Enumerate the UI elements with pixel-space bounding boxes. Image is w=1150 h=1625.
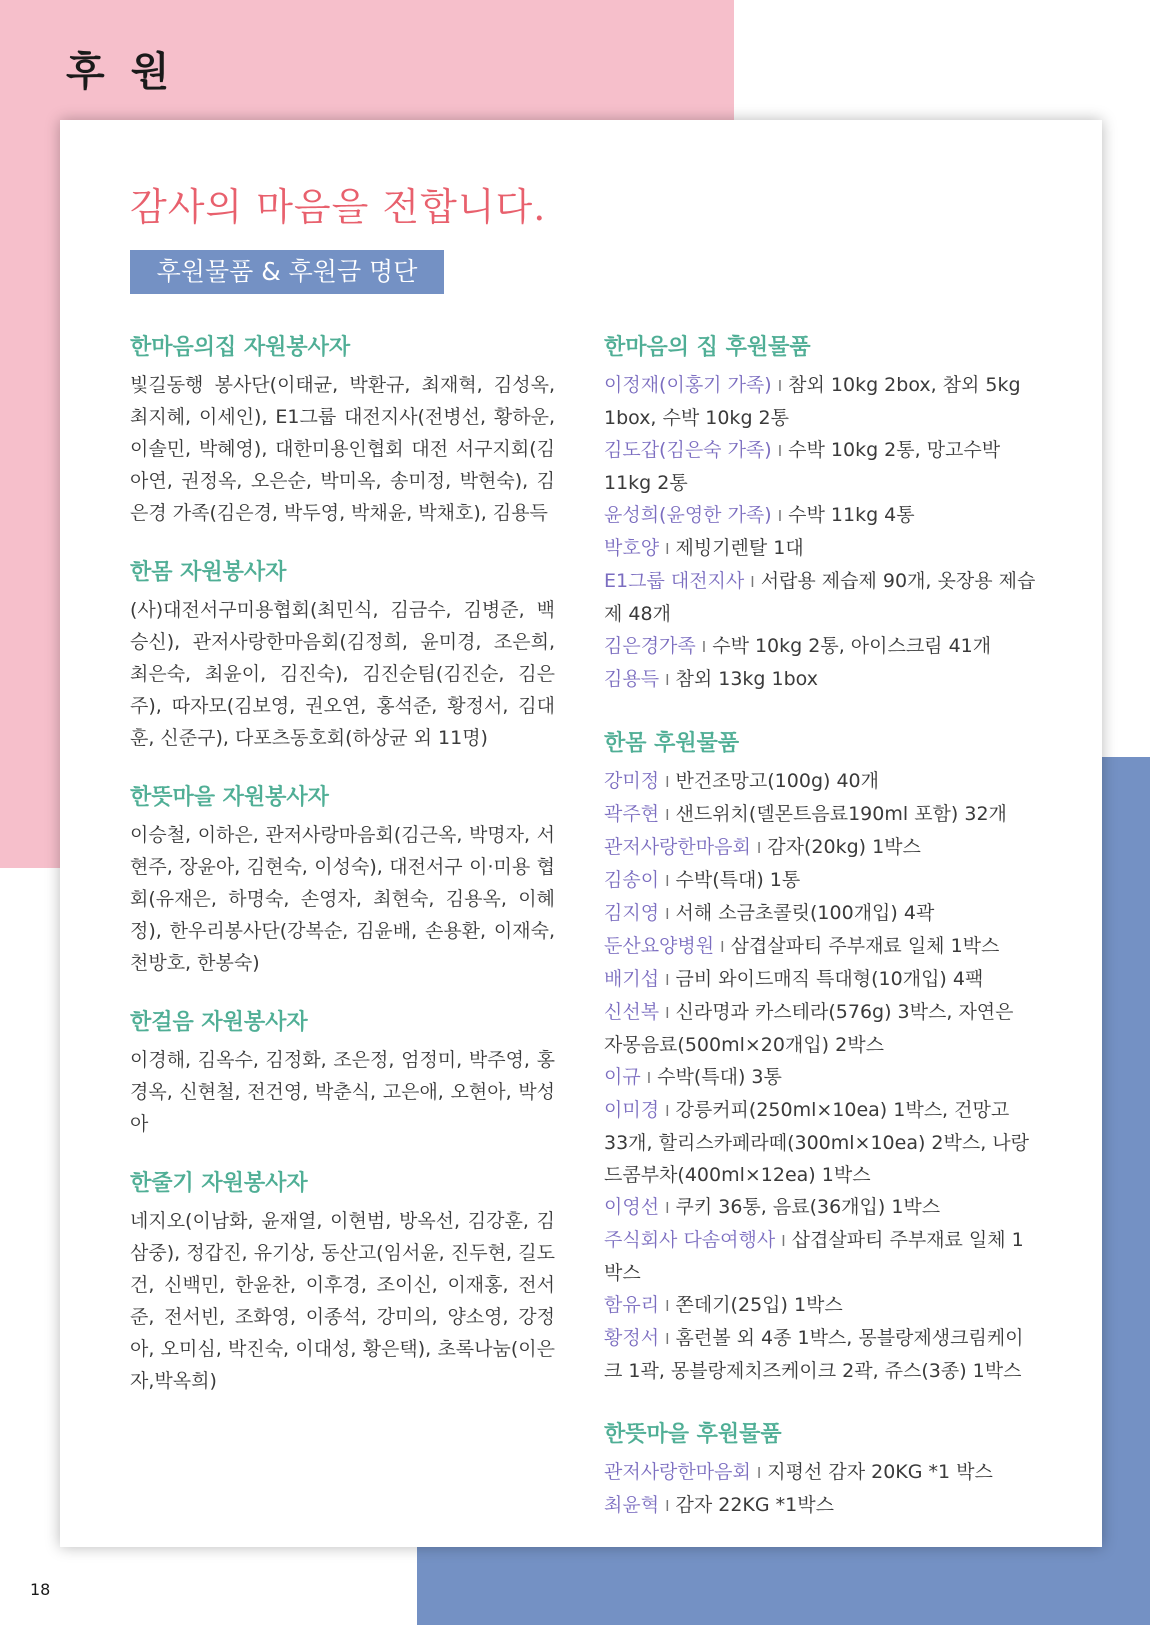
donation-description: 서랍용 제습제 90개, 옷장용 제습제 48개: [604, 570, 1036, 625]
donor-name: 관저사랑한마음회: [604, 836, 751, 858]
group-title: 한뜻마을 자원봉사자: [130, 785, 329, 810]
content-card: [60, 120, 1102, 1547]
donation-item: [604, 1094, 1036, 1191]
donation-group: [604, 1417, 1036, 1522]
donation-item: [604, 1456, 1036, 1489]
donor-name: 박호양: [604, 537, 660, 559]
donation-item: [604, 532, 1036, 565]
list-banner: 후원물품 & 후원금 명단: [130, 250, 444, 294]
donation-description: 수박(특대) 3통: [657, 1066, 782, 1088]
donation-item: [604, 798, 1036, 831]
donor-name: 함유리: [604, 1294, 660, 1316]
donation-description: 서해 소금초콜릿(100개입) 4곽: [675, 902, 935, 924]
headline: 감사의 마음을 전합니다.: [130, 185, 547, 229]
separator: I: [665, 1297, 670, 1315]
separator: I: [665, 905, 670, 923]
donor-name: 윤성희(윤영한 가족): [604, 504, 772, 526]
donor-name: 황정서: [604, 1327, 660, 1349]
donation-description: 수박 10kg 2통, 아이스크림 41개: [712, 635, 992, 657]
donation-item: [604, 765, 1036, 798]
separator: I: [665, 773, 670, 791]
separator: I: [665, 971, 670, 989]
volunteer-names: 네지오(이남화, 윤재열, 이현범, 방옥선, 김강훈, 김삼중), 정갑진, 유기상, 동산고(임서윤, 진두현, 길도건, 신백민, 한윤찬, 이후경, 조이신, 이재홍, 전서준, 전서빈, 조화영, 이종석, 강미의, 양소영, 강정아, 오미심, 박진숙, 이대성, 황은택), 초록나눔(이은자,박옥희): [130, 1210, 555, 1392]
separator: I: [756, 839, 762, 857]
group-title: 한몸 후원물품: [604, 731, 740, 756]
separator: I: [720, 938, 725, 956]
donation-item: [604, 1061, 1036, 1094]
separator: I: [701, 638, 707, 656]
separator: I: [750, 573, 755, 591]
donation-description: 삼겹살파티 주부재료 일체 1박스: [730, 935, 1000, 957]
donation-item: [604, 996, 1036, 1061]
donation-item: [604, 1191, 1036, 1224]
volunteer-group: [130, 555, 555, 754]
volunteer-group: [130, 1005, 555, 1140]
donor-name: 주식회사 다솜여행사: [604, 1229, 776, 1251]
separator: I: [665, 540, 670, 558]
separator: I: [781, 1232, 786, 1250]
donation-item: [604, 1224, 1036, 1289]
volunteer-group: [130, 330, 555, 529]
donation-description: 참외 13kg 1box: [675, 668, 818, 690]
donor-name: 곽주현: [604, 803, 660, 825]
separator: I: [756, 1464, 762, 1482]
volunteer-names: 빛길동행 봉사단(이태균, 박환규, 최재혁, 김성옥, 최지혜, 이세인), E1그룹 대전지사(전병선, 황하운, 이솔민, 박혜영), 대한미용인협회 대전 서구지회(김아연, 권정옥, 오은순, 박미옥, 송미정, 박현숙), 김은경 가족(김은경, 박두영, 박채윤, 박채호), 김용득: [130, 374, 555, 524]
separator: I: [665, 806, 670, 824]
donation-description: 쿠키 36통, 음료(36개입) 1박스: [675, 1196, 941, 1218]
donor-name: 배기섭: [604, 968, 660, 990]
donation-item: [604, 499, 1036, 532]
separator: I: [665, 872, 670, 890]
page-number: 18: [30, 1580, 51, 1599]
donation-item: [604, 930, 1036, 963]
separator: I: [665, 1497, 670, 1515]
donation-description: 수박(특대) 1통: [675, 869, 801, 891]
group-title: 한마음의 집 후원물품: [604, 335, 811, 360]
donation-description: 신라명과 카스테라(576g) 3박스, 자연은 자몽음료(500ml×20개입) 2박스: [604, 1001, 1014, 1056]
donation-description: 강릉커피(250ml×10ea) 1박스, 건망고 33개, 할리스카페라떼(300ml×10ea) 2박스, 나랑드콤부차(400ml×12ea) 1박스: [604, 1099, 1030, 1186]
separator: I: [777, 377, 783, 395]
donation-description: 감자(20kg) 1박스: [767, 836, 921, 858]
separator: I: [646, 1069, 652, 1087]
group-title: 한뜻마을 후원물품: [604, 1422, 782, 1447]
donation-item: [604, 1322, 1036, 1387]
donation-description: 수박 11kg 4통: [788, 504, 915, 526]
donor-name: 이미경: [604, 1099, 660, 1121]
donation-description: 제빙기렌탈 1대: [675, 537, 804, 559]
separator: I: [665, 1004, 670, 1022]
donor-name: 이규: [604, 1066, 641, 1088]
separator: I: [777, 507, 783, 525]
donation-group: [604, 330, 1036, 696]
separator: I: [777, 442, 783, 460]
volunteer-names: 이경해, 김옥수, 김정화, 조은정, 엄정미, 박주영, 홍경옥, 신현철, 전건영, 박춘식, 고은애, 오현아, 박성아: [130, 1049, 555, 1135]
donor-name: 이영선: [604, 1196, 660, 1218]
volunteer-group: [130, 1166, 555, 1397]
group-title: 한몸 자원봉사자: [130, 560, 287, 585]
donation-item: [604, 1289, 1036, 1322]
section-title: 후 원: [66, 49, 176, 95]
group-title: 한마음의집 자원봉사자: [130, 335, 351, 360]
donor-name: 김송이: [604, 869, 660, 891]
separator: I: [665, 1330, 670, 1348]
donation-item: [604, 434, 1036, 499]
donor-name: 김도갑(김은숙 가족): [604, 439, 772, 461]
donor-name: 신선복: [604, 1001, 660, 1023]
donation-item: [604, 831, 1036, 864]
volunteer-names: (사)대전서구미용협회(최민식, 김금수, 김병준, 백승신), 관저사랑한마음회(김정희, 윤미경, 조은희, 최은숙, 최윤이, 김진숙), 김진순팀(김진순, 김은주), 따자모(김보영, 권오연, 홍석준, 황정서, 김대훈, 신준구), 다포츠동호회(하상균 외 11명): [130, 599, 555, 749]
group-title: 한걸음 자원봉사자: [130, 1010, 308, 1035]
donor-name: 최윤혁: [604, 1494, 660, 1516]
donation-item: [604, 1489, 1036, 1522]
donation-item: [604, 565, 1036, 630]
volunteer-column: [130, 330, 555, 1423]
donation-item: [604, 963, 1036, 996]
donation-description: 쫀데기(25입) 1박스: [675, 1294, 843, 1316]
donation-group: [604, 726, 1036, 1387]
donation-item: [604, 369, 1036, 434]
donation-description: 금비 와이드매직 특대형(10개입) 4팩: [675, 968, 984, 990]
donation-description: 감자 22KG *1박스: [675, 1494, 834, 1516]
donor-name: 김은경가족: [604, 635, 696, 657]
donation-description: 삽겹살파티 주부재료 일체 1박스: [604, 1229, 1024, 1284]
donation-description: 수박 10kg 2통, 망고수박 11kg 2통: [604, 439, 1001, 494]
donor-name: 김용득: [604, 668, 660, 690]
donor-name: 강미정: [604, 770, 660, 792]
donor-name: 김지영: [604, 902, 660, 924]
donation-description: 참외 10kg 2box, 참외 5kg 1box, 수박 10kg 2통: [604, 374, 1021, 429]
donor-name: E1그룹 대전지사: [604, 570, 745, 592]
donor-name: 관저사랑한마음회: [604, 1461, 751, 1483]
volunteer-names: 이승철, 이하은, 관저사랑마음회(김근옥, 박명자, 서현주, 장윤아, 김현숙, 이성숙), 대전서구 이·미용 협회(유재은, 하명숙, 손영자, 최현숙, 김용옥, 이혜정), 한우리봉사단(강복순, 김윤배, 손용환, 이재숙, 천방호, 한봉숙): [130, 824, 555, 974]
separator: I: [665, 671, 670, 689]
separator: I: [665, 1102, 670, 1120]
donation-item: [604, 897, 1036, 930]
donation-item: [604, 663, 1036, 696]
group-title: 한줄기 자원봉사자: [130, 1171, 308, 1196]
separator: I: [665, 1199, 670, 1217]
donation-column: [604, 330, 1036, 1552]
donation-item: [604, 630, 1036, 663]
donor-name: 이정재(이홍기 가족): [604, 374, 772, 396]
donor-name: 둔산요양병원: [604, 935, 715, 957]
volunteer-group: [130, 780, 555, 979]
donation-description: 샌드위치(델몬트음료190ml 포함) 32개: [675, 803, 1007, 825]
donation-description: 반건조망고(100g) 40개: [675, 770, 879, 792]
donation-description: 지평선 감자 20KG *1 박스: [767, 1461, 993, 1483]
donation-description: 홈런볼 외 4종 1박스, 몽블랑제생크림케이크 1곽, 몽블랑제치즈케이크 2곽, 쥬스(3종) 1박스: [604, 1327, 1024, 1382]
donation-item: [604, 864, 1036, 897]
